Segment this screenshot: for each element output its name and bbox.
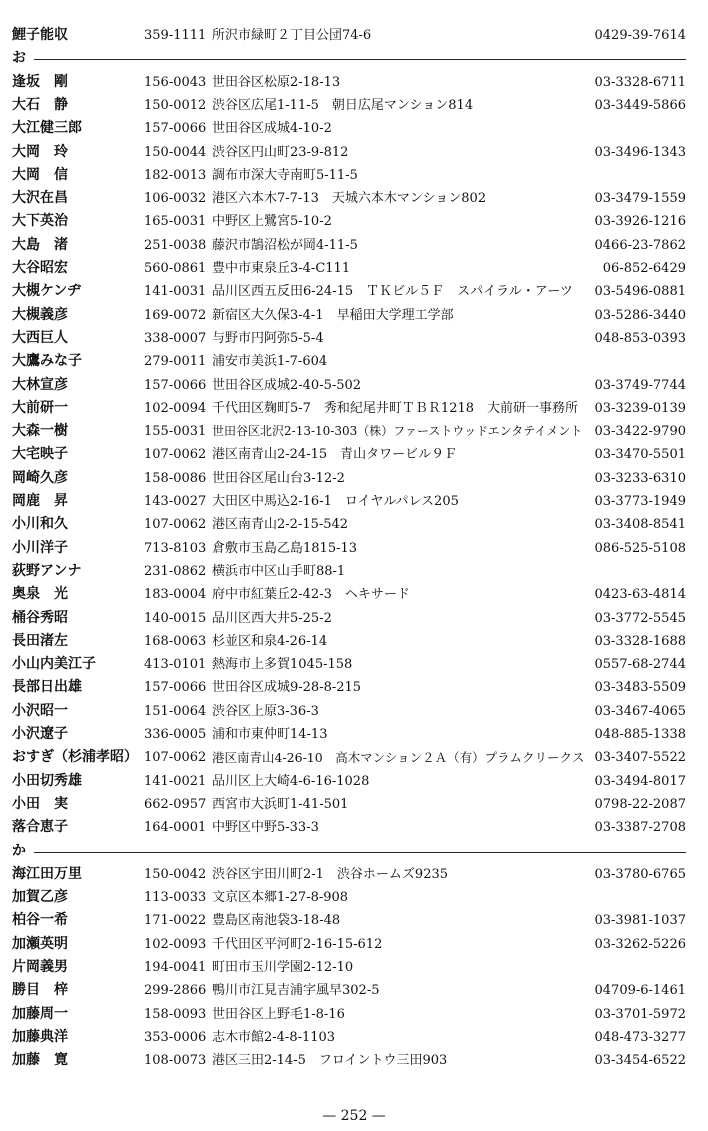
directory-entry: [0, 770, 708, 793]
entry-address: 世田谷区北沢2-13-10-303（株）ファーストウッドエンタテイメント: [212, 424, 583, 439]
entry-postal-code: 171-0022: [144, 913, 207, 929]
directory-entry: [0, 24, 708, 47]
entry-phone: 03-3454-6522: [594, 1053, 686, 1069]
entry-phone: 03-3407-5522: [594, 750, 686, 766]
entry-name: 落合恵子: [12, 819, 68, 836]
entry-name: 大西巨人: [12, 329, 68, 346]
entry-name: 大石 静: [12, 96, 68, 113]
entry-name: 桶谷秀昭: [12, 609, 68, 626]
directory-entry: [0, 746, 708, 769]
directory-entry: [0, 141, 708, 164]
entry-name: 柏谷一希: [12, 912, 68, 929]
entry-address: 港区三田2-14-5 フロイントウ三田903: [212, 1053, 448, 1069]
entry-address: 世田谷区成城2-40-5-502: [212, 377, 362, 393]
directory-entry: [0, 1003, 708, 1026]
entry-postal-code: 182-0013: [144, 167, 207, 183]
entry-address: 調布市深大寺南町5-11-5: [212, 167, 358, 183]
directory-entry: [0, 700, 708, 723]
entry-address: 世田谷区成城9-28-8-215: [212, 680, 362, 696]
entry-address: 世田谷区上野毛1-8-16: [212, 1006, 345, 1022]
entry-postal-code: 413-0101: [144, 657, 207, 673]
entry-postal-code: 164-0001: [144, 820, 207, 836]
entry-name: 小川和久: [12, 516, 68, 533]
entry-address: 品川区西大井5-25-2: [212, 610, 332, 626]
entry-address: 渋谷区広尾1-11-5 朝日広尾マンション814: [212, 97, 474, 113]
entry-phone: 03-3926-1216: [594, 214, 686, 230]
entry-phone: 048-853-0393: [594, 330, 686, 346]
directory-entry: [0, 117, 708, 140]
entry-name: 大鷹みな子: [12, 353, 82, 370]
entry-address: 鴨川市江見吉浦字風早302-5: [212, 983, 380, 999]
entry-phone: 03-3408-8541: [594, 517, 686, 533]
entry-name: 小沢昭一: [12, 702, 68, 719]
entry-postal-code: 165-0031: [144, 214, 207, 230]
directory-entry: [0, 630, 708, 653]
directory-entry: [0, 607, 708, 630]
entry-address: 与野市円阿弥5-5-4: [212, 330, 324, 346]
entry-postal-code: 336-0005: [144, 727, 207, 742]
entry-address: 熱海市上多賀1045-158: [212, 657, 353, 673]
entry-name: 加藤 寛: [12, 1052, 68, 1069]
entry-postal-code: 713-8103: [144, 540, 207, 556]
entry-postal-code: 279-0011: [144, 354, 207, 370]
entry-postal-code: 231-0862: [144, 563, 207, 579]
directory-entry: [0, 513, 708, 536]
entry-name: 大下英治: [12, 213, 68, 230]
entry-name: 鯉子能収: [12, 27, 68, 43]
entry-postal-code: 108-0073: [144, 1053, 207, 1069]
directory-entry: [0, 537, 708, 560]
entry-postal-code: 156-0043: [144, 74, 207, 90]
entry-phone: 0466-23-7862: [594, 237, 686, 253]
directory-entry: [0, 257, 708, 280]
entry-phone: 03-3772-5545: [594, 610, 686, 626]
entry-phone: 03-3328-6711: [594, 74, 686, 90]
entry-phone: 03-3262-5226: [594, 936, 686, 952]
entry-name: 奥泉 光: [12, 586, 68, 603]
entry-postal-code: 107-0062: [144, 750, 207, 766]
entry-address: 豊島区南池袋3-18-48: [212, 913, 341, 929]
entry-postal-code: 168-0063: [144, 633, 207, 649]
entry-address: 千代田区麹町5-7 秀和紀尾井町ＴＢＲ1218 大前研一事務所: [212, 400, 579, 416]
entry-address: 渋谷区円山町23-9-812: [212, 144, 349, 160]
directory-entry: [0, 863, 708, 886]
entry-phone: 03-3449-5866: [594, 97, 686, 113]
entry-name: 加藤周一: [12, 1005, 68, 1022]
entry-phone: 03-3780-6765: [594, 866, 686, 882]
directory-entry: [0, 676, 708, 699]
entry-name: 海江田万里: [12, 865, 82, 882]
entry-phone: 03-5286-3440: [594, 307, 686, 323]
directory-entry: [0, 886, 708, 909]
directory-entry: [0, 443, 708, 466]
entry-phone: 048-473-3277: [594, 1029, 686, 1045]
entry-phone: 048-885-1338: [594, 727, 686, 742]
entry-phone: 0798-22-2087: [594, 796, 686, 812]
entry-name: 大槻ケンヂ: [12, 283, 82, 300]
entry-phone: 03-3328-1688: [594, 633, 686, 649]
directory-entry: [0, 280, 708, 303]
entry-postal-code: 299-2866: [144, 983, 207, 999]
page-number: — 252 —: [322, 1108, 386, 1124]
entry-phone: 0557-68-2744: [594, 657, 686, 673]
entry-phone: 03-3387-2708: [594, 820, 686, 836]
entry-postal-code: 353-0006: [144, 1029, 207, 1045]
entry-address: 世田谷区成城4-10-2: [212, 121, 332, 137]
entry-name: 逢坂 剛: [12, 73, 68, 90]
entry-phone: 0429-39-7614: [594, 28, 686, 43]
entry-name: 加瀬英明: [12, 935, 68, 952]
entry-address: 港区南青山4-26-10 高木マンション２Ａ（有）プラムクリークス: [212, 750, 585, 766]
entry-postal-code: 194-0041: [144, 960, 207, 975]
entry-name: おすぎ（杉浦孝昭）: [12, 749, 138, 766]
directory-entry: [0, 94, 708, 117]
entry-postal-code: 143-0027: [144, 494, 207, 509]
entry-address: 中野区上鷺宮5-10-2: [212, 214, 332, 230]
entry-phone: 03-3239-0139: [594, 400, 686, 416]
entry-address: 品川区西五反田6-24-15 ＴＫビル５Ｆ スパイラル・アーツ: [212, 284, 573, 300]
entry-postal-code: 338-0007: [144, 330, 207, 346]
directory-entry: [0, 420, 708, 443]
entry-name: 大谷昭宏: [12, 260, 68, 276]
entry-name: 大島 渚: [12, 236, 68, 253]
entry-address: 世田谷区尾山台3-12-2: [212, 470, 345, 486]
entry-postal-code: 106-0032: [144, 191, 207, 207]
entry-name: 大江健三郎: [12, 120, 82, 137]
entry-postal-code: 102-0094: [144, 400, 207, 416]
entry-address: 文京区本郷1-27-8-908: [212, 890, 349, 906]
directory-entry: [0, 467, 708, 490]
entry-address: 渋谷区上原3-36-3: [212, 703, 319, 719]
entry-name: 小沢遼子: [12, 726, 68, 742]
entry-phone: 06-852-6429: [602, 261, 686, 276]
entry-address: 所沢市緑町２丁目公団74-6: [212, 28, 372, 43]
entry-name: 大岡 信: [12, 166, 68, 183]
entry-postal-code: 157-0066: [144, 377, 207, 393]
directory-entry: [0, 723, 708, 746]
entry-name: 加藤典洋: [12, 1028, 68, 1045]
directory-entry: [0, 71, 708, 94]
entry-postal-code: 359-1111: [144, 28, 207, 43]
entry-postal-code: 141-0031: [144, 284, 207, 300]
entry-address: 浦安市美浜1-7-604: [212, 354, 328, 370]
entry-postal-code: 107-0062: [144, 517, 207, 533]
section-kana: か: [12, 842, 26, 859]
entry-phone: 03-3496-1343: [594, 144, 686, 160]
entry-name: 岡崎久彦: [12, 469, 68, 486]
directory-entry: [0, 583, 708, 606]
entry-address: 浦和市東仲町14-13: [212, 727, 328, 742]
entry-phone: 03-3749-7744: [594, 377, 686, 393]
entry-phone: 04709-6-1461: [594, 983, 686, 999]
entry-postal-code: 155-0031: [144, 424, 207, 440]
entry-phone: 086-525-5108: [594, 540, 686, 556]
entry-address: 豊中市東泉丘3-4-C111: [212, 261, 351, 276]
section-divider: [34, 852, 686, 853]
entry-phone: 03-3773-1949: [594, 494, 686, 509]
entry-name: 小田 実: [12, 795, 68, 812]
directory-entry: [0, 909, 708, 932]
entry-name: 加賀乙彦: [12, 889, 68, 906]
entry-phone: 0423-63-4814: [594, 587, 686, 603]
entry-address: 町田市玉川学園2-12-10: [212, 960, 354, 975]
entry-name: 大森一樹: [12, 423, 68, 440]
directory-entry: [0, 164, 708, 187]
entry-phone: 03-3479-1559: [594, 191, 686, 207]
entry-phone: 03-3470-5501: [594, 447, 686, 463]
directory-entry: [0, 560, 708, 583]
entry-postal-code: 183-0004: [144, 587, 207, 603]
directory-entry: [0, 187, 708, 210]
entry-name: 大林宣彦: [12, 376, 68, 393]
entry-postal-code: 140-0015: [144, 610, 207, 626]
entry-name: 岡鹿 昇: [12, 493, 68, 509]
entry-name: 荻野アンナ: [12, 562, 82, 579]
section-kana: お: [12, 50, 26, 67]
directory-entry: [0, 1049, 708, 1072]
entry-postal-code: 662-0957: [144, 796, 207, 812]
directory-entry: [0, 210, 708, 233]
entry-phone: 03-3981-1037: [594, 913, 686, 929]
directory-entry: [0, 979, 708, 1002]
entry-address: 府中市紅葉丘2-42-3 ヘキサード: [212, 587, 410, 603]
entry-name: 小川洋子: [12, 539, 68, 556]
entry-address: 品川区上大崎4-6-16-1028: [212, 773, 370, 789]
entry-name: 勝目 梓: [12, 982, 68, 999]
entry-address: 倉敷市玉島乙島1815-13: [212, 540, 358, 556]
entry-name: 大前研一: [12, 399, 68, 416]
directory-entry: [0, 304, 708, 327]
entry-address: 港区南青山2-2-15-542: [212, 517, 349, 533]
entry-phone: 03-3701-5972: [594, 1006, 686, 1022]
entry-address: 港区六本木7-7-13 天城六本木マンション802: [212, 191, 487, 207]
entry-postal-code: 251-0038: [144, 237, 207, 253]
directory-entry: [0, 793, 708, 816]
directory-entry: [0, 1026, 708, 1049]
entry-postal-code: 158-0093: [144, 1006, 207, 1022]
entry-name: 小山内美江子: [12, 656, 96, 673]
entry-address: 港区南青山2-24-15 青山タワービル９Ｆ: [212, 447, 458, 463]
entry-name: 大宅映子: [12, 446, 68, 463]
entry-postal-code: 560-0861: [144, 261, 207, 276]
entry-postal-code: 157-0066: [144, 121, 207, 137]
directory-entry: [0, 490, 708, 513]
entry-postal-code: 150-0012: [144, 97, 207, 113]
entry-address: 杉並区和泉4-26-14: [212, 633, 328, 649]
entry-address: 横浜市中区山手町88-1: [212, 563, 346, 579]
directory-entry: [0, 653, 708, 676]
entry-name: 小田切秀雄: [12, 772, 82, 789]
entry-name: 大沢在昌: [12, 190, 68, 207]
entry-address: 大田区中馬込2-16-1 ロイヤルパレス205: [212, 494, 459, 509]
directory-entry: [0, 397, 708, 420]
entry-address: 藤沢市鵠沼松が岡4-11-5: [212, 237, 358, 253]
directory-entry: [0, 327, 708, 350]
entry-address: 志木市館2-4-8-1103: [212, 1029, 336, 1045]
entry-phone: 03-3422-9790: [594, 424, 686, 440]
entry-address: 新宿区大久保3-4-1 早稲田大学理工学部: [212, 307, 454, 323]
entry-address: 西宮市大浜町1-41-501: [212, 796, 349, 812]
entry-phone: 03-3233-6310: [594, 470, 686, 486]
entry-address: 渋谷区宇田川町2-1 渋谷ホームズ9235: [212, 866, 449, 882]
entry-phone: 03-5496-0881: [594, 284, 686, 300]
section-header: [0, 47, 708, 70]
section-divider: [34, 59, 686, 60]
entry-address: 世田谷区松原2-18-13: [212, 74, 341, 90]
directory-entry: [0, 350, 708, 373]
directory-entry: [0, 816, 708, 839]
entry-name: 大岡 玲: [12, 143, 68, 160]
directory-entry: [0, 234, 708, 257]
section-header: [0, 840, 708, 863]
entry-name: 長田渚左: [12, 632, 68, 649]
entry-name: 大槻義彦: [12, 306, 68, 323]
entry-postal-code: 113-0033: [144, 890, 207, 906]
entry-postal-code: 157-0066: [144, 680, 207, 696]
entry-postal-code: 151-0064: [144, 703, 207, 719]
entry-phone: 03-3467-4065: [594, 703, 686, 719]
entry-postal-code: 107-0062: [144, 447, 207, 463]
directory-entry: [0, 374, 708, 397]
entry-address: 千代田区平河町2-16-15-612: [212, 936, 383, 952]
entry-postal-code: 102-0093: [144, 936, 207, 952]
entry-postal-code: 158-0086: [144, 470, 207, 486]
entry-postal-code: 169-0072: [144, 307, 207, 323]
entry-phone: 03-3483-5509: [594, 680, 686, 696]
entry-address: 中野区中野5-33-3: [212, 820, 319, 836]
entry-name: 長部日出雄: [12, 679, 82, 696]
entry-postal-code: 150-0042: [144, 866, 207, 882]
entry-postal-code: 150-0044: [144, 144, 207, 160]
entry-phone: 03-3494-8017: [594, 773, 686, 789]
entry-postal-code: 141-0021: [144, 773, 207, 789]
directory-entry: [0, 956, 708, 979]
entry-name: 片岡義男: [12, 959, 68, 975]
directory-entry: [0, 933, 708, 956]
